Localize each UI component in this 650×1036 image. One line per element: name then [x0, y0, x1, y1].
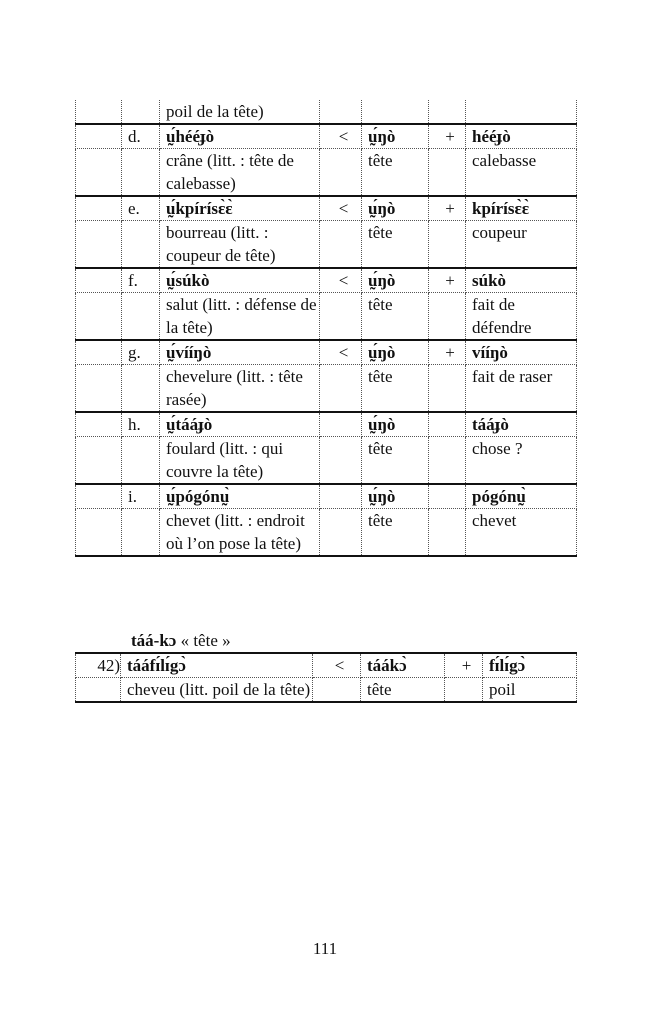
derivation-symbol	[320, 412, 362, 437]
second-gloss: calebasse	[466, 149, 577, 197]
compound-word: ṵ́hééɟò	[160, 124, 320, 149]
table-cell	[320, 509, 362, 557]
table-cell	[76, 484, 122, 509]
second-gloss: chose ?	[466, 437, 577, 485]
table-cell	[429, 509, 466, 557]
gloss-cell: bourreau (litt. : coupeur de tête)	[160, 221, 320, 269]
second-gloss: fait de défendre	[466, 293, 577, 341]
table-cell	[122, 365, 160, 413]
table-cell	[76, 124, 122, 149]
second-gloss: chevet	[466, 509, 577, 557]
table-row	[76, 100, 577, 124]
derivation-symbol: <	[320, 340, 362, 365]
table-row	[76, 509, 577, 557]
plus-symbol: +	[429, 196, 466, 221]
table-row	[76, 437, 577, 485]
table-cell	[76, 149, 122, 197]
table-cell	[76, 509, 122, 557]
table-row	[76, 412, 577, 437]
table-row	[76, 149, 577, 197]
table-cell	[76, 437, 122, 485]
derivation-symbol: <	[320, 124, 362, 149]
item-letter: f.	[122, 268, 160, 293]
table-row	[76, 678, 577, 703]
page-number: 111	[312, 939, 338, 958]
second-gloss: fait de raser	[466, 365, 577, 413]
table-cell	[429, 365, 466, 413]
table-cell	[76, 412, 122, 437]
first-gloss: tête	[362, 437, 429, 485]
table-row	[76, 653, 577, 678]
second-element: hééɟò	[466, 124, 577, 149]
example-number: 42)	[76, 653, 121, 678]
first-gloss: tête	[362, 365, 429, 413]
second-element: pógónṵ̀	[466, 484, 577, 509]
compound-word: ṵ́súkò	[160, 268, 320, 293]
first-gloss: tête	[361, 678, 445, 703]
table-cell	[76, 340, 122, 365]
second-element: tááɟò	[466, 412, 577, 437]
compound-word: ṵ́vííŋò	[160, 340, 320, 365]
table-cell	[320, 365, 362, 413]
lexicon-table	[75, 100, 577, 557]
second-gloss: coupeur	[466, 221, 577, 269]
first-element: táákɔ̀	[361, 653, 445, 678]
table-cell	[320, 437, 362, 485]
first-gloss: tête	[362, 509, 429, 557]
derivation-symbol: <	[320, 268, 362, 293]
table-row	[76, 365, 577, 413]
item-letter: i.	[122, 484, 160, 509]
table-cell	[362, 100, 429, 124]
table-row	[76, 196, 577, 221]
first-gloss: tête	[362, 293, 429, 341]
derivation-symbol: <	[320, 196, 362, 221]
table-cell	[122, 509, 160, 557]
first-element: ṵ́ŋò	[362, 340, 429, 365]
section-gloss: « tête »	[180, 631, 231, 650]
table-row	[76, 124, 577, 149]
table-cell	[76, 268, 122, 293]
item-letter: h.	[122, 412, 160, 437]
table-cell	[313, 678, 361, 703]
plus-symbol: +	[445, 653, 483, 678]
table-row	[76, 268, 577, 293]
table-row	[76, 340, 577, 365]
gloss-cell: foulard (litt. : qui couvre la tête)	[160, 437, 320, 485]
table-cell	[429, 100, 466, 124]
first-element: ṵ́ŋò	[362, 412, 429, 437]
derivation-symbol: <	[313, 653, 361, 678]
table-cell	[76, 100, 122, 124]
table-cell	[76, 196, 122, 221]
second-element: fɪ́lɪ́gɔ̀	[483, 653, 577, 678]
first-element: ṵ́ŋò	[362, 196, 429, 221]
plus-symbol	[429, 412, 466, 437]
table-cell	[429, 437, 466, 485]
compound-word: ṵ́pógónṵ̀	[160, 484, 320, 509]
table-cell	[320, 100, 362, 124]
second-gloss: poil	[483, 678, 577, 703]
item-letter: e.	[122, 196, 160, 221]
second-element: súkò	[466, 268, 577, 293]
gloss-cell: chevelure (litt. : tête rasée)	[160, 365, 320, 413]
table-cell	[122, 100, 160, 124]
table-cell	[76, 365, 122, 413]
table-cell	[122, 293, 160, 341]
table-cell	[76, 678, 121, 703]
table-cell	[76, 293, 122, 341]
second-element: vííŋò	[466, 340, 577, 365]
table-row	[76, 484, 577, 509]
plus-symbol: +	[429, 268, 466, 293]
item-letter: g.	[122, 340, 160, 365]
table-cell	[76, 221, 122, 269]
item-letter: d.	[122, 124, 160, 149]
section-word: táá-kɔ	[131, 631, 177, 650]
table-cell	[122, 437, 160, 485]
first-element: ṵ́ŋò	[362, 268, 429, 293]
gloss-cell: crâne (litt. : tête de calebasse)	[160, 149, 320, 197]
compound-word: ṵ́kpírísɛ̀ɛ̀	[160, 196, 320, 221]
gloss-cell: poil de la tête)	[160, 100, 320, 124]
first-gloss: tête	[362, 149, 429, 197]
table-cell	[429, 221, 466, 269]
derivation-symbol	[320, 484, 362, 509]
gloss-cell: chevet (litt. : endroit où l’on pose la tête)	[160, 509, 320, 557]
plus-symbol	[429, 484, 466, 509]
first-gloss: tête	[362, 221, 429, 269]
gloss-cell: salut (litt. : défense de la tête)	[160, 293, 320, 341]
plus-symbol: +	[429, 340, 466, 365]
table-cell	[445, 678, 483, 703]
gloss-cell: cheveu (litt. poil de la tête)	[121, 678, 313, 703]
table-cell	[122, 149, 160, 197]
table-cell	[466, 100, 577, 124]
compound-word: ṵ́tááɟò	[160, 412, 320, 437]
table-cell	[320, 293, 362, 341]
second-element: kpírísɛ̀ɛ̀	[466, 196, 577, 221]
first-element: ṵ́ŋò	[362, 484, 429, 509]
table-cell	[429, 293, 466, 341]
plus-symbol: +	[429, 124, 466, 149]
table-cell	[122, 221, 160, 269]
table-cell	[320, 221, 362, 269]
section-heading	[131, 629, 231, 652]
table-cell	[320, 149, 362, 197]
table-row	[76, 221, 577, 269]
table-cell	[429, 149, 466, 197]
lexicon-table-42	[75, 652, 577, 703]
first-element: ṵ́ŋò	[362, 124, 429, 149]
compound-word: tááfɪ́lɪ́gɔ̀	[121, 653, 313, 678]
table-row	[76, 293, 577, 341]
